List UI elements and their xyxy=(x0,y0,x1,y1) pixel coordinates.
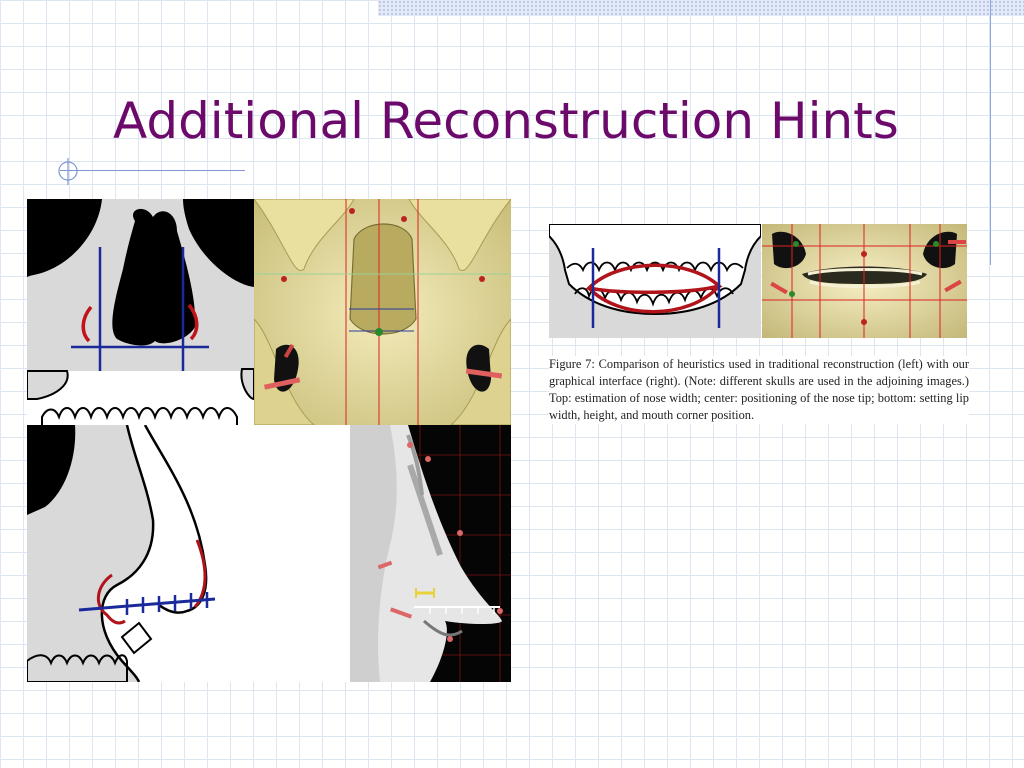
crosshair-ornament-icon xyxy=(50,156,84,186)
nose-tip-profile-diagram xyxy=(27,425,350,682)
skull-front-render xyxy=(254,199,511,425)
slide-title: Additional Reconstruction Hints xyxy=(113,92,899,150)
figure-caption: Figure 7: Comparison of heuristics used in traditional reconstruction (left) with our graphical interface (right). (Note: different skulls are used in the adjoining images.) Top: estimation of nose width; center: positioning of the nose tip; bottom: setting lip width, height, and mouth corner position. xyxy=(549,357,969,422)
mouth-corner-render xyxy=(762,224,967,338)
nose-width-diagram xyxy=(27,199,254,425)
nose-tip-profile-render xyxy=(350,425,511,682)
header-band xyxy=(378,0,1024,16)
vertical-rule xyxy=(990,0,991,265)
title-underline xyxy=(60,170,245,171)
lip-width-diagram xyxy=(549,224,761,338)
